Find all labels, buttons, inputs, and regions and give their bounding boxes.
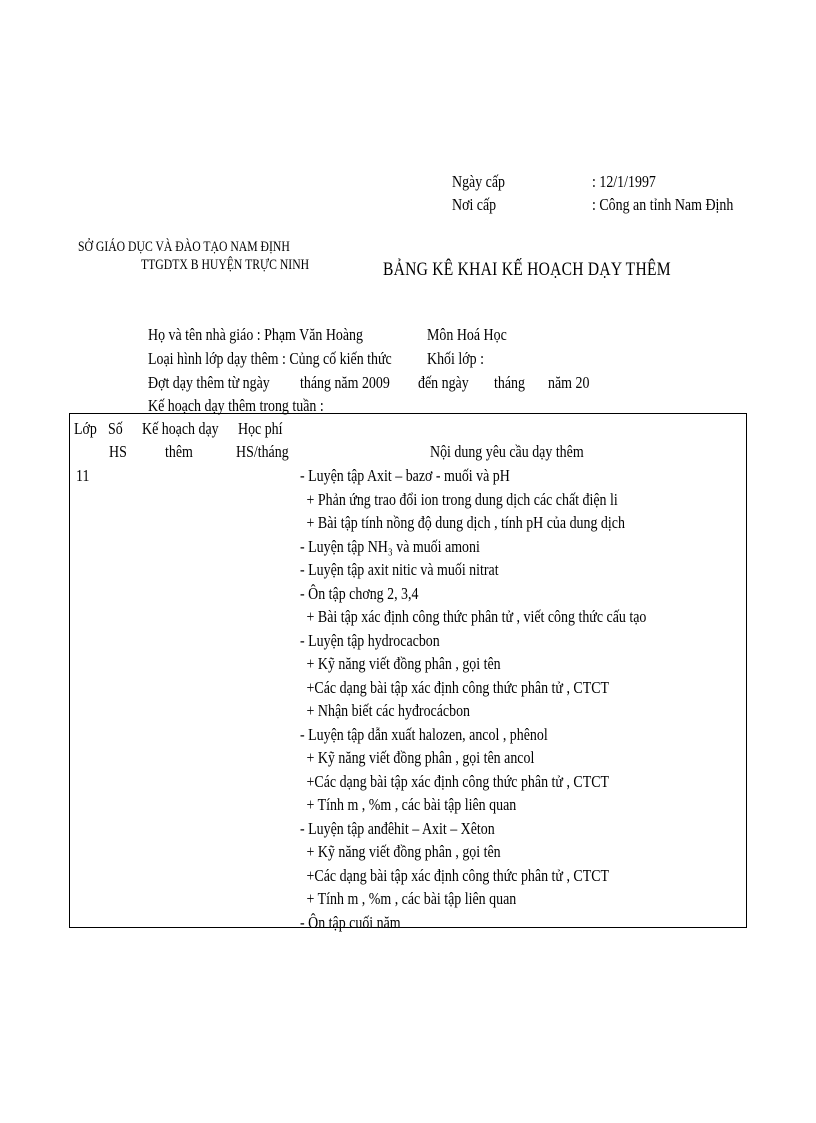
list-item: + Kỹ năng viết đồng phân , gọi tên ancol [306,748,535,767]
list-item: - Luyện tập Axit – bazơ - muối và pH [300,466,510,485]
period-to-month: tháng [494,373,525,392]
list-item: + Phản ứng trao đổi ion trong dung dịch các chất điện li [306,489,618,509]
list-item: +Các dạng bài tập xác định công thức phân tử , CTCT [306,677,610,697]
list-item: + Kỹ năng viết đồng phân , gọi tên [306,842,501,861]
class-value: 11 [76,466,90,485]
list-item: - Luyện tập axit nitic và muối nitrat [300,560,499,579]
period-to: đến ngày [418,373,469,392]
list-item: + Nhận biết các hyđrocácbon [306,701,471,720]
class-type: Loại hình lớp dạy thêm : Củng cố kiến thức [148,349,392,368]
list-item: + Bài tập xác định công thức phân tử , viết công thức cấu tạo [306,607,647,626]
grade: Khối lớp : [427,349,484,368]
list-item: +Các dạng bài tập xác định công thức phân tử , CTCT [306,865,610,885]
document-title: BẢNG KÊ KHAI KẾ HOẠCH DẠY THÊM [383,259,671,280]
period-from: Đợt dạy thêm từ ngày [148,373,270,392]
issue-date-value: : 12/1/1997 [592,172,656,191]
subject: Môn Hoá Học [427,325,507,344]
col-plan-header-2: thêm [165,442,193,461]
weekly-plan-label: Kế hoạch dạy thêm trong tuần : [148,396,324,415]
list-item: +Các dạng bài tập xác định công thức phân tử , CTCT [306,771,610,791]
issue-date-label: Ngày cấp [452,172,506,191]
teacher-name: Họ và tên nhà giáo : Phạm Văn Hoàng [148,325,364,344]
list-item: - Ôn tập chơng 2, 3,4 [300,583,419,603]
col-so-header: Số [108,419,123,438]
period-to-year: năm 20 [548,373,590,392]
col-lop-header: Lớp [74,419,97,438]
list-item: - Luyện tập dẫn xuất halozen, ancol , phênol [300,724,548,744]
list-item: + Kỹ năng viết đồng phân , gọi tên [306,654,501,673]
list-item: - Luyện tập NH₃ và muối amoni [300,536,480,556]
list-item: - Luyện tập anđêhit – Axit – Xêton [300,818,495,838]
org-center: TTGDTX B HUYỆN TRỰC NINH [141,257,310,273]
list-item: + Bài tập tính nồng độ dung dịch , tính pH của dung dịch [306,513,625,532]
list-item: + Tính m , %m , các bài tập liên quan [306,795,517,814]
issue-place-label: Nơi cấp [452,195,497,214]
list-item: - Luyện tập hydrocacbon [300,630,440,650]
period-month-year: tháng năm 2009 [300,373,390,392]
content-list [300,466,722,936]
col-content-header: Nội dung yêu cầu dạy thêm [430,442,584,461]
org-name: SỞ GIÁO DỤC VÀ ĐÀO TẠO NAM ĐỊNH [78,239,290,255]
issue-place-value: : Công an tỉnh Nam Định [592,195,734,214]
col-hs-header: HS [109,442,127,461]
col-fee-header-2: HS/tháng [236,442,289,461]
list-item: + Tính m , %m , các bài tập liên quan [306,889,517,908]
col-plan-header: Kế hoạch dạy [142,419,219,438]
list-item: - Ôn tập cuối năm [300,912,401,932]
col-fee-header: Học phí [238,419,283,438]
